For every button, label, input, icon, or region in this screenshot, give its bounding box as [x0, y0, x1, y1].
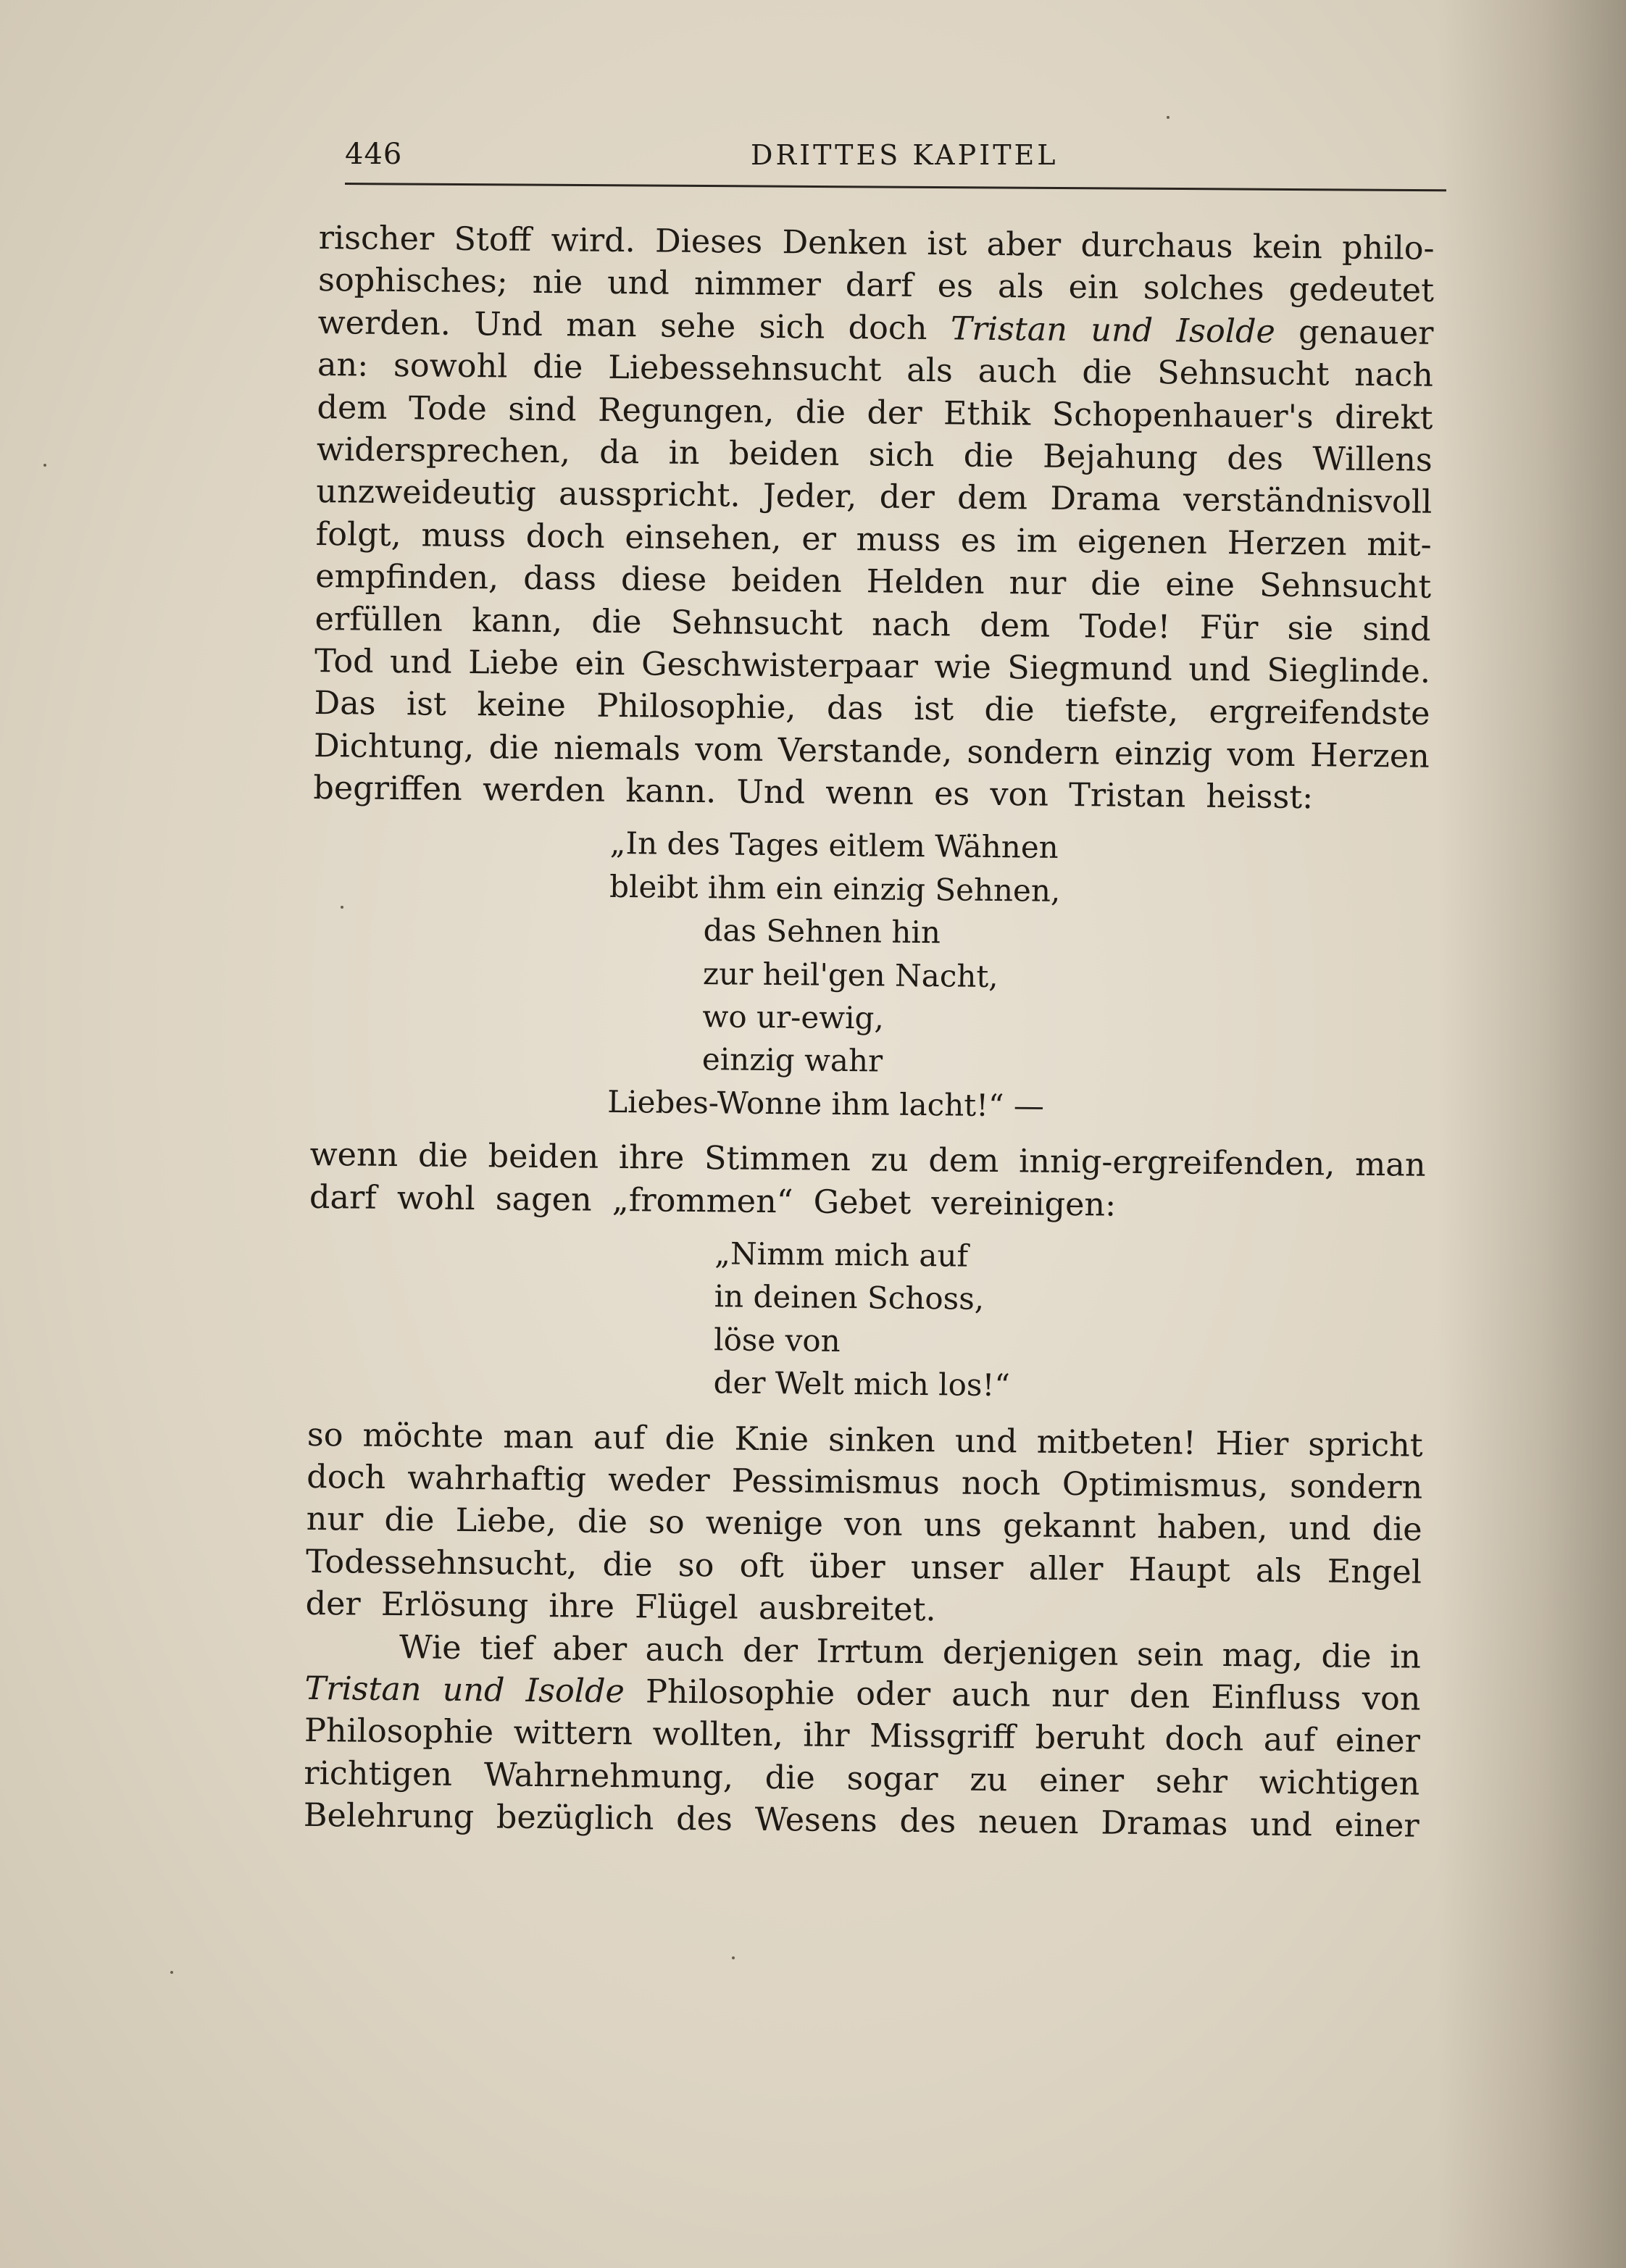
- text-line: darf wohl sagen „frommen“ Gebet vereinigen:: [309, 1178, 1117, 1224]
- text-line: der Erlösung ihre Flügel ausbreitet.: [305, 1585, 936, 1629]
- verse-line: der Welt mich los!“: [713, 1364, 1011, 1404]
- verse-2: [307, 1229, 1425, 1412]
- paper-speck: [732, 1956, 735, 1959]
- verse-line: das Sehnen hin: [703, 912, 941, 951]
- verse-line: wo ur-ewig,: [702, 998, 885, 1036]
- paragraph-4: [304, 1625, 1422, 1848]
- text-line: so möchte man auf die Knie sinken und mitbeten! Hier spricht: [307, 1416, 1423, 1464]
- text-line: erfüllen kann, die Sehnsucht nach dem Tode! Für sie sind: [314, 600, 1431, 649]
- verse-1: [310, 820, 1429, 1131]
- page-header: [345, 138, 1446, 181]
- text-line: Belehrung bezüglich des Wesens des neuen Dramas und einer: [303, 1796, 1419, 1845]
- text-line: doch wahrhaftig weder Pessimismus noch Optimismus, sondern: [307, 1458, 1423, 1506]
- text-line: rischer Stoff wird. Dieses Denken ist aber durchaus kein philo-: [318, 219, 1435, 267]
- text-line: Philosophie wittern wollten, ihr Missgriff beruht doch auf einer: [304, 1712, 1421, 1760]
- verse-line: „In des Tages eitlem Wähnen: [609, 825, 1059, 866]
- text-line: dem Tode sind Regungen, die der Ethik Schopenhauer's direkt: [317, 388, 1433, 437]
- text-line: richtigen Wahrnehmung, die sogar zu einer sehr wichtigen: [304, 1754, 1420, 1803]
- paper-speck: [1167, 116, 1170, 119]
- text-line: begriffen werden kann. Und wenn es von Tristan heisst:: [313, 770, 1314, 817]
- text-line: an: sowohl die Liebessehnsucht als auch die Sehnsucht nach: [317, 346, 1434, 394]
- text-line: empfinden, dass diese beiden Helden nur die eine Sehnsucht: [314, 558, 1432, 606]
- page-body: [304, 217, 1435, 1848]
- text-line: widersprechen, da in beiden sich die Bejahung des Willens: [316, 430, 1433, 479]
- paper-speck: [341, 906, 343, 909]
- header-rule: [345, 183, 1446, 191]
- text-line: Todessehnsucht, die so oft über unser aller Haupt als Engel: [305, 1543, 1422, 1591]
- paragraph-1: [313, 217, 1435, 820]
- verse-line: bleibt ihm ein einzig Sehnen,: [609, 868, 1061, 909]
- page-shadow: [1438, 0, 1626, 2268]
- verse-line: einzig wahr: [701, 1041, 883, 1079]
- running-head: DRITTES KAPITEL: [751, 139, 1059, 171]
- text-line: Das ist keine Philosophie, das ist die tiefste, ergreifendste: [314, 685, 1430, 733]
- text-line: sophisches; nie und nimmer darf es als ein solches gedeutet: [317, 262, 1435, 310]
- paragraph-3: [305, 1414, 1423, 1636]
- text-line: wenn die beiden ihre Stimmen zu dem innig-ergreifenden, man: [309, 1136, 1426, 1184]
- paper-speck: [43, 464, 46, 467]
- verse-line: in deinen Schoss,: [714, 1278, 985, 1317]
- text-line: Tristan und Isolde Philosophie oder auch nur den Einfluss von: [304, 1669, 1421, 1718]
- text-line: Wie tief aber auch der Irrtum derjenigen sein mag, die in: [399, 1628, 1422, 1676]
- verse-line: löse von: [713, 1322, 841, 1359]
- paragraph-2: [309, 1134, 1426, 1230]
- text-line: Tod und Liebe ein Geschwisterpaar wie Siegmund und Sieglinde.: [314, 642, 1431, 691]
- verse-line: Liebes-Wonne ihm lacht!“ —: [607, 1083, 1045, 1124]
- text-line: nur die Liebe, die so wenige von uns gekannt haben, und die: [306, 1501, 1422, 1549]
- text-line: unzweideutig ausspricht. Jeder, der dem Drama verständnisvoll: [316, 473, 1433, 522]
- text-line: Dichtung, die niemals vom Verstande, sondern einzig vom Herzen: [313, 727, 1430, 775]
- page-number: 446: [345, 138, 403, 171]
- verse-line: zur heil'gen Nacht,: [702, 955, 998, 994]
- paper-speck: [170, 1971, 173, 1974]
- verse-line: „Nimm mich auf: [714, 1235, 969, 1274]
- text-line: werden. Und man sehe sich doch Tristan und Isolde genauer: [317, 304, 1434, 352]
- text-line: folgt, muss doch einsehen, er muss es im eigenen Herzen mit-: [315, 515, 1432, 564]
